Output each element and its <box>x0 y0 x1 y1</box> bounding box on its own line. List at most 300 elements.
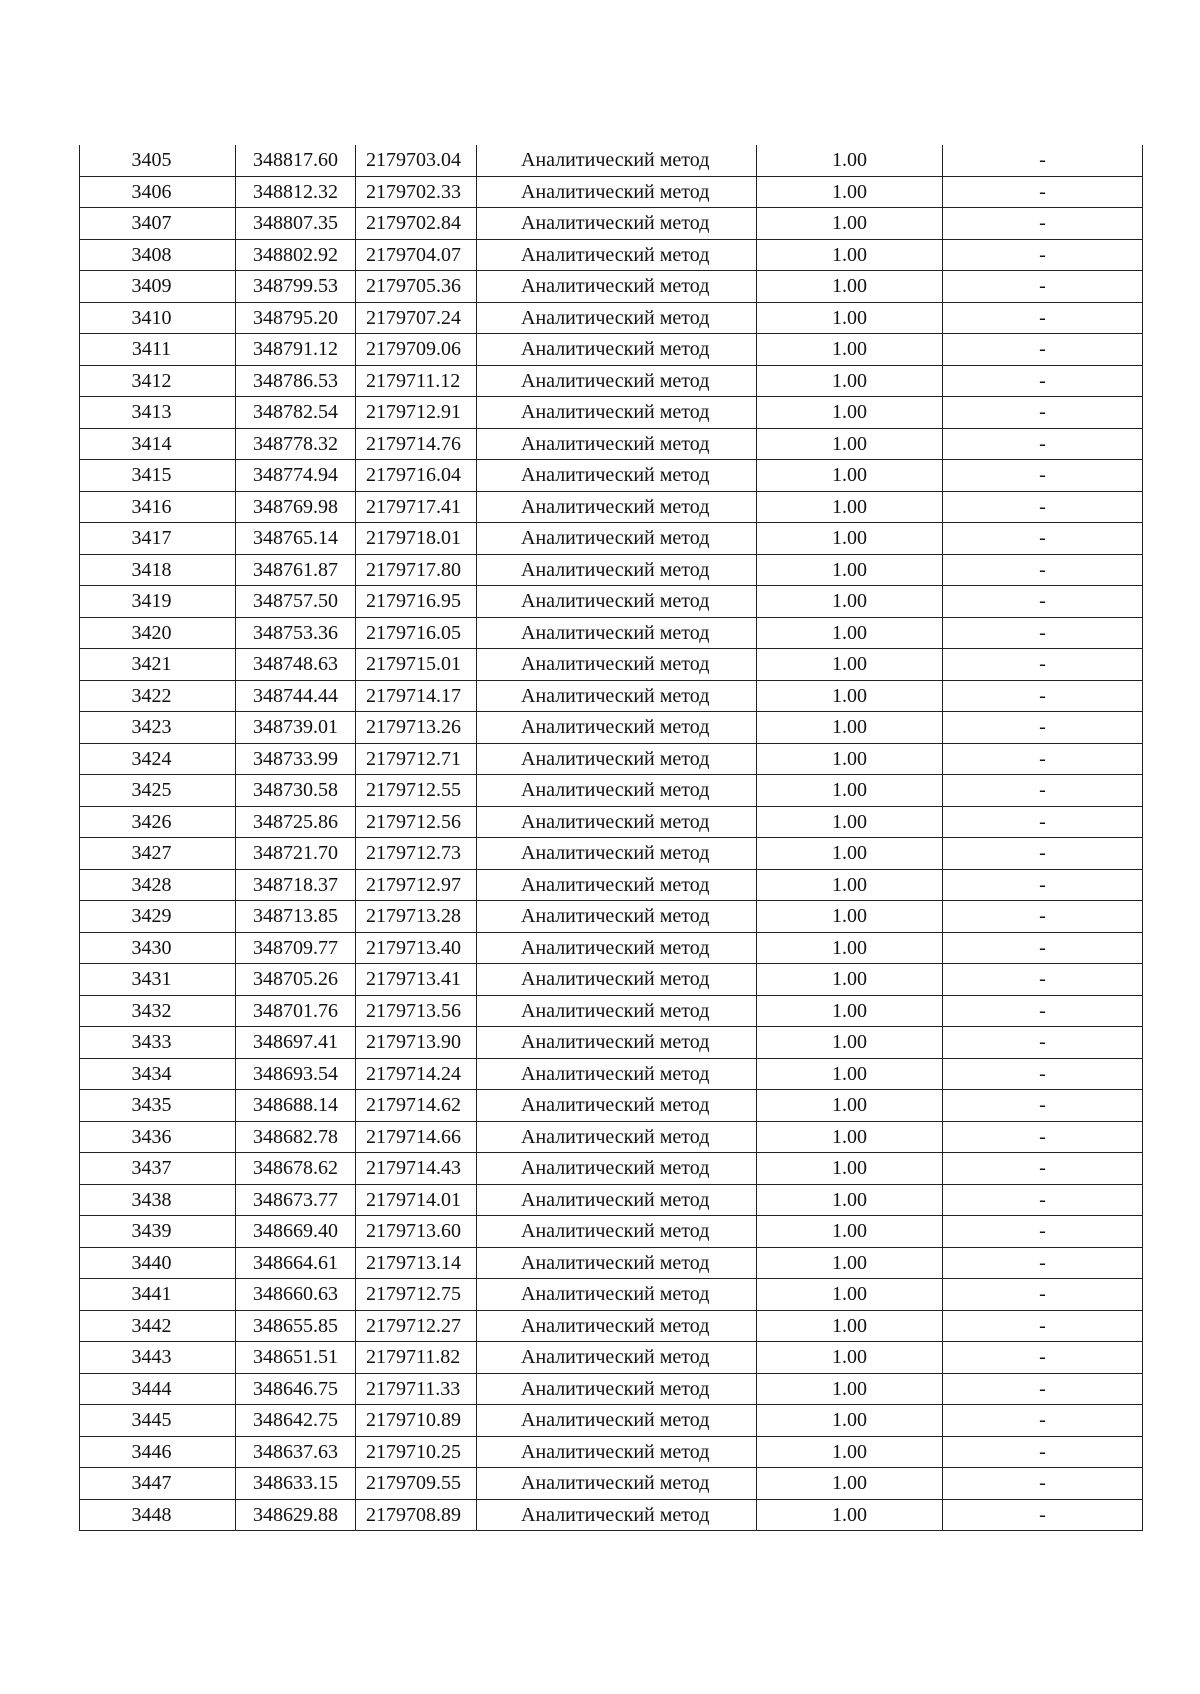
note-cell: - <box>943 649 1143 681</box>
y-coordinate-cell: 2179705.36 <box>356 271 477 303</box>
point-number-cell: 3431 <box>80 964 236 996</box>
point-number-cell: 3417 <box>80 523 236 555</box>
accuracy-cell: 1.00 <box>757 995 943 1027</box>
point-number-cell: 3424 <box>80 743 236 775</box>
x-coordinate-cell: 348817.60 <box>236 145 356 176</box>
table-row <box>80 901 1143 933</box>
y-coordinate-cell: 2179710.89 <box>356 1405 477 1437</box>
accuracy-cell: 1.00 <box>757 208 943 240</box>
y-coordinate-cell: 2179713.28 <box>356 901 477 933</box>
method-cell: Аналитический метод <box>477 1153 757 1185</box>
method-cell: Аналитический метод <box>477 1247 757 1279</box>
table-row <box>80 1310 1143 1342</box>
coordinates-table-body <box>80 145 1143 1531</box>
method-cell: Аналитический метод <box>477 1436 757 1468</box>
y-coordinate-cell: 2179710.25 <box>356 1436 477 1468</box>
accuracy-cell: 1.00 <box>757 775 943 807</box>
note-cell: - <box>943 491 1143 523</box>
y-coordinate-cell: 2179712.27 <box>356 1310 477 1342</box>
accuracy-cell: 1.00 <box>757 1499 943 1531</box>
x-coordinate-cell: 348753.36 <box>236 617 356 649</box>
x-coordinate-cell: 348782.54 <box>236 397 356 429</box>
table-row <box>80 964 1143 996</box>
y-coordinate-cell: 2179712.91 <box>356 397 477 429</box>
y-coordinate-cell: 2179715.01 <box>356 649 477 681</box>
y-coordinate-cell: 2179713.40 <box>356 932 477 964</box>
point-number-cell: 3442 <box>80 1310 236 1342</box>
table-row <box>80 617 1143 649</box>
accuracy-cell: 1.00 <box>757 1184 943 1216</box>
point-number-cell: 3409 <box>80 271 236 303</box>
x-coordinate-cell: 348642.75 <box>236 1405 356 1437</box>
accuracy-cell: 1.00 <box>757 1436 943 1468</box>
note-cell: - <box>943 365 1143 397</box>
accuracy-cell: 1.00 <box>757 1247 943 1279</box>
method-cell: Аналитический метод <box>477 1216 757 1248</box>
note-cell: - <box>943 1184 1143 1216</box>
point-number-cell: 3425 <box>80 775 236 807</box>
point-number-cell: 3415 <box>80 460 236 492</box>
accuracy-cell: 1.00 <box>757 1468 943 1500</box>
x-coordinate-cell: 348664.61 <box>236 1247 356 1279</box>
note-cell: - <box>943 1090 1143 1122</box>
accuracy-cell: 1.00 <box>757 901 943 933</box>
y-coordinate-cell: 2179712.75 <box>356 1279 477 1311</box>
x-coordinate-cell: 348744.44 <box>236 680 356 712</box>
note-cell: - <box>943 334 1143 366</box>
x-coordinate-cell: 348709.77 <box>236 932 356 964</box>
note-cell: - <box>943 838 1143 870</box>
method-cell: Аналитический метод <box>477 365 757 397</box>
x-coordinate-cell: 348678.62 <box>236 1153 356 1185</box>
x-coordinate-cell: 348807.35 <box>236 208 356 240</box>
note-cell: - <box>943 554 1143 586</box>
note-cell: - <box>943 617 1143 649</box>
note-cell: - <box>943 1027 1143 1059</box>
accuracy-cell: 1.00 <box>757 680 943 712</box>
point-number-cell: 3436 <box>80 1121 236 1153</box>
method-cell: Аналитический метод <box>477 649 757 681</box>
point-number-cell: 3406 <box>80 176 236 208</box>
method-cell: Аналитический метод <box>477 964 757 996</box>
x-coordinate-cell: 348673.77 <box>236 1184 356 1216</box>
x-coordinate-cell: 348765.14 <box>236 523 356 555</box>
table-row <box>80 239 1143 271</box>
point-number-cell: 3416 <box>80 491 236 523</box>
x-coordinate-cell: 348730.58 <box>236 775 356 807</box>
y-coordinate-cell: 2179709.06 <box>356 334 477 366</box>
note-cell: - <box>943 208 1143 240</box>
table-row <box>80 932 1143 964</box>
y-coordinate-cell: 2179714.62 <box>356 1090 477 1122</box>
table-row <box>80 806 1143 838</box>
method-cell: Аналитический метод <box>477 712 757 744</box>
note-cell: - <box>943 586 1143 618</box>
x-coordinate-cell: 348682.78 <box>236 1121 356 1153</box>
point-number-cell: 3448 <box>80 1499 236 1531</box>
method-cell: Аналитический метод <box>477 838 757 870</box>
accuracy-cell: 1.00 <box>757 1216 943 1248</box>
note-cell: - <box>943 1121 1143 1153</box>
note-cell: - <box>943 806 1143 838</box>
note-cell: - <box>943 869 1143 901</box>
coordinates-table <box>79 145 1143 1531</box>
table-row <box>80 1279 1143 1311</box>
note-cell: - <box>943 523 1143 555</box>
note-cell: - <box>943 145 1143 176</box>
method-cell: Аналитический метод <box>477 680 757 712</box>
point-number-cell: 3440 <box>80 1247 236 1279</box>
method-cell: Аналитический метод <box>477 397 757 429</box>
method-cell: Аналитический метод <box>477 806 757 838</box>
method-cell: Аналитический метод <box>477 1184 757 1216</box>
table-row <box>80 334 1143 366</box>
point-number-cell: 3429 <box>80 901 236 933</box>
y-coordinate-cell: 2179714.01 <box>356 1184 477 1216</box>
y-coordinate-cell: 2179713.41 <box>356 964 477 996</box>
accuracy-cell: 1.00 <box>757 1342 943 1374</box>
method-cell: Аналитический метод <box>477 1373 757 1405</box>
x-coordinate-cell: 348778.32 <box>236 428 356 460</box>
table-row <box>80 460 1143 492</box>
point-number-cell: 3427 <box>80 838 236 870</box>
x-coordinate-cell: 348757.50 <box>236 586 356 618</box>
table-row <box>80 1153 1143 1185</box>
method-cell: Аналитический метод <box>477 1468 757 1500</box>
point-number-cell: 3446 <box>80 1436 236 1468</box>
x-coordinate-cell: 348688.14 <box>236 1090 356 1122</box>
point-number-cell: 3433 <box>80 1027 236 1059</box>
x-coordinate-cell: 348693.54 <box>236 1058 356 1090</box>
point-number-cell: 3412 <box>80 365 236 397</box>
note-cell: - <box>943 1373 1143 1405</box>
accuracy-cell: 1.00 <box>757 1373 943 1405</box>
point-number-cell: 3439 <box>80 1216 236 1248</box>
accuracy-cell: 1.00 <box>757 1310 943 1342</box>
x-coordinate-cell: 348655.85 <box>236 1310 356 1342</box>
x-coordinate-cell: 348697.41 <box>236 1027 356 1059</box>
method-cell: Аналитический метод <box>477 1279 757 1311</box>
point-number-cell: 3444 <box>80 1373 236 1405</box>
table-row <box>80 176 1143 208</box>
method-cell: Аналитический метод <box>477 1342 757 1374</box>
y-coordinate-cell: 2179714.66 <box>356 1121 477 1153</box>
y-coordinate-cell: 2179718.01 <box>356 523 477 555</box>
x-coordinate-cell: 348725.86 <box>236 806 356 838</box>
note-cell: - <box>943 1468 1143 1500</box>
point-number-cell: 3418 <box>80 554 236 586</box>
y-coordinate-cell: 2179716.04 <box>356 460 477 492</box>
y-coordinate-cell: 2179716.05 <box>356 617 477 649</box>
method-cell: Аналитический метод <box>477 1499 757 1531</box>
table-row <box>80 995 1143 1027</box>
note-cell: - <box>943 712 1143 744</box>
point-number-cell: 3405 <box>80 145 236 176</box>
accuracy-cell: 1.00 <box>757 302 943 334</box>
note-cell: - <box>943 1436 1143 1468</box>
note-cell: - <box>943 239 1143 271</box>
table-row <box>80 1468 1143 1500</box>
y-coordinate-cell: 2179712.73 <box>356 838 477 870</box>
point-number-cell: 3410 <box>80 302 236 334</box>
y-coordinate-cell: 2179712.71 <box>356 743 477 775</box>
point-number-cell: 3437 <box>80 1153 236 1185</box>
y-coordinate-cell: 2179707.24 <box>356 302 477 334</box>
method-cell: Аналитический метод <box>477 554 757 586</box>
note-cell: - <box>943 680 1143 712</box>
y-coordinate-cell: 2179711.33 <box>356 1373 477 1405</box>
table-row <box>80 1373 1143 1405</box>
y-coordinate-cell: 2179709.55 <box>356 1468 477 1500</box>
x-coordinate-cell: 348802.92 <box>236 239 356 271</box>
accuracy-cell: 1.00 <box>757 523 943 555</box>
accuracy-cell: 1.00 <box>757 712 943 744</box>
accuracy-cell: 1.00 <box>757 334 943 366</box>
method-cell: Аналитический метод <box>477 208 757 240</box>
x-coordinate-cell: 348774.94 <box>236 460 356 492</box>
point-number-cell: 3421 <box>80 649 236 681</box>
accuracy-cell: 1.00 <box>757 365 943 397</box>
y-coordinate-cell: 2179717.80 <box>356 554 477 586</box>
point-number-cell: 3419 <box>80 586 236 618</box>
point-number-cell: 3432 <box>80 995 236 1027</box>
point-number-cell: 3447 <box>80 1468 236 1500</box>
x-coordinate-cell: 348701.76 <box>236 995 356 1027</box>
note-cell: - <box>943 460 1143 492</box>
y-coordinate-cell: 2179717.41 <box>356 491 477 523</box>
table-row <box>80 1184 1143 1216</box>
accuracy-cell: 1.00 <box>757 1405 943 1437</box>
x-coordinate-cell: 348733.99 <box>236 743 356 775</box>
y-coordinate-cell: 2179711.12 <box>356 365 477 397</box>
note-cell: - <box>943 901 1143 933</box>
y-coordinate-cell: 2179716.95 <box>356 586 477 618</box>
x-coordinate-cell: 348799.53 <box>236 271 356 303</box>
x-coordinate-cell: 348812.32 <box>236 176 356 208</box>
method-cell: Аналитический метод <box>477 617 757 649</box>
x-coordinate-cell: 348651.51 <box>236 1342 356 1374</box>
method-cell: Аналитический метод <box>477 1090 757 1122</box>
method-cell: Аналитический метод <box>477 775 757 807</box>
y-coordinate-cell: 2179712.97 <box>356 869 477 901</box>
table-row <box>80 1342 1143 1374</box>
accuracy-cell: 1.00 <box>757 838 943 870</box>
x-coordinate-cell: 348769.98 <box>236 491 356 523</box>
y-coordinate-cell: 2179714.24 <box>356 1058 477 1090</box>
y-coordinate-cell: 2179703.04 <box>356 145 477 176</box>
point-number-cell: 3441 <box>80 1279 236 1311</box>
x-coordinate-cell: 348713.85 <box>236 901 356 933</box>
method-cell: Аналитический метод <box>477 586 757 618</box>
accuracy-cell: 1.00 <box>757 964 943 996</box>
table-row <box>80 302 1143 334</box>
table-row <box>80 397 1143 429</box>
y-coordinate-cell: 2179713.14 <box>356 1247 477 1279</box>
method-cell: Аналитический метод <box>477 176 757 208</box>
note-cell: - <box>943 428 1143 460</box>
y-coordinate-cell: 2179714.76 <box>356 428 477 460</box>
y-coordinate-cell: 2179702.33 <box>356 176 477 208</box>
method-cell: Аналитический метод <box>477 995 757 1027</box>
table-row <box>80 586 1143 618</box>
point-number-cell: 3411 <box>80 334 236 366</box>
x-coordinate-cell: 348721.70 <box>236 838 356 870</box>
note-cell: - <box>943 1342 1143 1374</box>
table-row <box>80 1247 1143 1279</box>
note-cell: - <box>943 397 1143 429</box>
x-coordinate-cell: 348791.12 <box>236 334 356 366</box>
method-cell: Аналитический метод <box>477 523 757 555</box>
table-row <box>80 712 1143 744</box>
accuracy-cell: 1.00 <box>757 176 943 208</box>
point-number-cell: 3407 <box>80 208 236 240</box>
table-row <box>80 208 1143 240</box>
x-coordinate-cell: 348646.75 <box>236 1373 356 1405</box>
note-cell: - <box>943 932 1143 964</box>
point-number-cell: 3423 <box>80 712 236 744</box>
note-cell: - <box>943 302 1143 334</box>
method-cell: Аналитический метод <box>477 1027 757 1059</box>
accuracy-cell: 1.00 <box>757 428 943 460</box>
method-cell: Аналитический метод <box>477 302 757 334</box>
point-number-cell: 3422 <box>80 680 236 712</box>
accuracy-cell: 1.00 <box>757 271 943 303</box>
point-number-cell: 3435 <box>80 1090 236 1122</box>
accuracy-cell: 1.00 <box>757 239 943 271</box>
point-number-cell: 3443 <box>80 1342 236 1374</box>
accuracy-cell: 1.00 <box>757 1027 943 1059</box>
table-row <box>80 649 1143 681</box>
x-coordinate-cell: 348718.37 <box>236 869 356 901</box>
table-row <box>80 1499 1143 1531</box>
method-cell: Аналитический метод <box>477 1058 757 1090</box>
x-coordinate-cell: 348637.63 <box>236 1436 356 1468</box>
table-row <box>80 1090 1143 1122</box>
x-coordinate-cell: 348705.26 <box>236 964 356 996</box>
accuracy-cell: 1.00 <box>757 1058 943 1090</box>
method-cell: Аналитический метод <box>477 145 757 176</box>
method-cell: Аналитический метод <box>477 1405 757 1437</box>
accuracy-cell: 1.00 <box>757 145 943 176</box>
table-row <box>80 1027 1143 1059</box>
x-coordinate-cell: 348739.01 <box>236 712 356 744</box>
method-cell: Аналитический метод <box>477 743 757 775</box>
point-number-cell: 3430 <box>80 932 236 964</box>
x-coordinate-cell: 348669.40 <box>236 1216 356 1248</box>
y-coordinate-cell: 2179712.55 <box>356 775 477 807</box>
table-row <box>80 1058 1143 1090</box>
table-row <box>80 365 1143 397</box>
y-coordinate-cell: 2179702.84 <box>356 208 477 240</box>
table-row <box>80 680 1143 712</box>
method-cell: Аналитический метод <box>477 460 757 492</box>
point-number-cell: 3408 <box>80 239 236 271</box>
method-cell: Аналитический метод <box>477 1310 757 1342</box>
x-coordinate-cell: 348795.20 <box>236 302 356 334</box>
table-row <box>80 1405 1143 1437</box>
table-row <box>80 869 1143 901</box>
point-number-cell: 3420 <box>80 617 236 649</box>
method-cell: Аналитический метод <box>477 271 757 303</box>
point-number-cell: 3428 <box>80 869 236 901</box>
note-cell: - <box>943 1310 1143 1342</box>
point-number-cell: 3438 <box>80 1184 236 1216</box>
note-cell: - <box>943 1247 1143 1279</box>
accuracy-cell: 1.00 <box>757 491 943 523</box>
note-cell: - <box>943 964 1143 996</box>
point-number-cell: 3413 <box>80 397 236 429</box>
x-coordinate-cell: 348660.63 <box>236 1279 356 1311</box>
y-coordinate-cell: 2179713.26 <box>356 712 477 744</box>
point-number-cell: 3445 <box>80 1405 236 1437</box>
table-row <box>80 838 1143 870</box>
y-coordinate-cell: 2179714.43 <box>356 1153 477 1185</box>
accuracy-cell: 1.00 <box>757 806 943 838</box>
method-cell: Аналитический метод <box>477 491 757 523</box>
table-row <box>80 743 1143 775</box>
accuracy-cell: 1.00 <box>757 1153 943 1185</box>
method-cell: Аналитический метод <box>477 239 757 271</box>
accuracy-cell: 1.00 <box>757 649 943 681</box>
method-cell: Аналитический метод <box>477 869 757 901</box>
accuracy-cell: 1.00 <box>757 1279 943 1311</box>
note-cell: - <box>943 995 1143 1027</box>
x-coordinate-cell: 348633.15 <box>236 1468 356 1500</box>
x-coordinate-cell: 348629.88 <box>236 1499 356 1531</box>
y-coordinate-cell: 2179711.82 <box>356 1342 477 1374</box>
table-row <box>80 491 1143 523</box>
note-cell: - <box>943 271 1143 303</box>
method-cell: Аналитический метод <box>477 901 757 933</box>
table-row <box>80 1216 1143 1248</box>
accuracy-cell: 1.00 <box>757 554 943 586</box>
accuracy-cell: 1.00 <box>757 397 943 429</box>
accuracy-cell: 1.00 <box>757 617 943 649</box>
table-row <box>80 145 1143 176</box>
y-coordinate-cell: 2179713.60 <box>356 1216 477 1248</box>
table-row <box>80 523 1143 555</box>
x-coordinate-cell: 348748.63 <box>236 649 356 681</box>
accuracy-cell: 1.00 <box>757 743 943 775</box>
note-cell: - <box>943 1058 1143 1090</box>
x-coordinate-cell: 348761.87 <box>236 554 356 586</box>
note-cell: - <box>943 176 1143 208</box>
accuracy-cell: 1.00 <box>757 1090 943 1122</box>
y-coordinate-cell: 2179713.56 <box>356 995 477 1027</box>
accuracy-cell: 1.00 <box>757 1121 943 1153</box>
table-row <box>80 271 1143 303</box>
method-cell: Аналитический метод <box>477 334 757 366</box>
note-cell: - <box>943 1216 1143 1248</box>
method-cell: Аналитический метод <box>477 1121 757 1153</box>
accuracy-cell: 1.00 <box>757 460 943 492</box>
note-cell: - <box>943 1405 1143 1437</box>
point-number-cell: 3426 <box>80 806 236 838</box>
note-cell: - <box>943 1499 1143 1531</box>
table-row <box>80 428 1143 460</box>
y-coordinate-cell: 2179708.89 <box>356 1499 477 1531</box>
note-cell: - <box>943 1153 1143 1185</box>
method-cell: Аналитический метод <box>477 932 757 964</box>
point-number-cell: 3434 <box>80 1058 236 1090</box>
y-coordinate-cell: 2179704.07 <box>356 239 477 271</box>
table-row <box>80 554 1143 586</box>
accuracy-cell: 1.00 <box>757 932 943 964</box>
y-coordinate-cell: 2179714.17 <box>356 680 477 712</box>
note-cell: - <box>943 1279 1143 1311</box>
accuracy-cell: 1.00 <box>757 869 943 901</box>
method-cell: Аналитический метод <box>477 428 757 460</box>
